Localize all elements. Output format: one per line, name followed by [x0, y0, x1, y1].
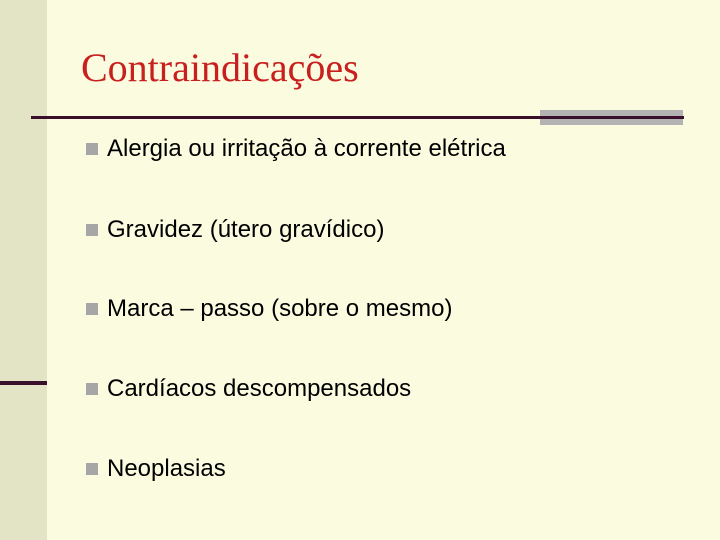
- bullet-text: Gravidez (útero gravídico): [107, 216, 385, 243]
- square-bullet-icon: [86, 463, 98, 475]
- square-bullet-icon: [86, 224, 98, 236]
- slide-title: Contraindicações: [81, 45, 359, 90]
- bullet-item: [86, 132, 506, 166]
- square-bullet-icon: [86, 303, 98, 315]
- bullet-text: Alergia ou irritação à corrente elétrica: [107, 135, 506, 162]
- bullet-item: [86, 452, 226, 486]
- square-bullet-icon: [86, 143, 98, 155]
- bullet-item: [86, 213, 384, 247]
- bullet-item: [86, 372, 411, 406]
- square-bullet-icon: [86, 383, 98, 395]
- bullet-text: Neoplasias: [107, 455, 226, 482]
- bullet-text: Marca – passo (sobre o mesmo): [107, 295, 453, 322]
- bullet-text: Cardíacos descompensados: [107, 375, 412, 402]
- bullet-item: [86, 292, 452, 326]
